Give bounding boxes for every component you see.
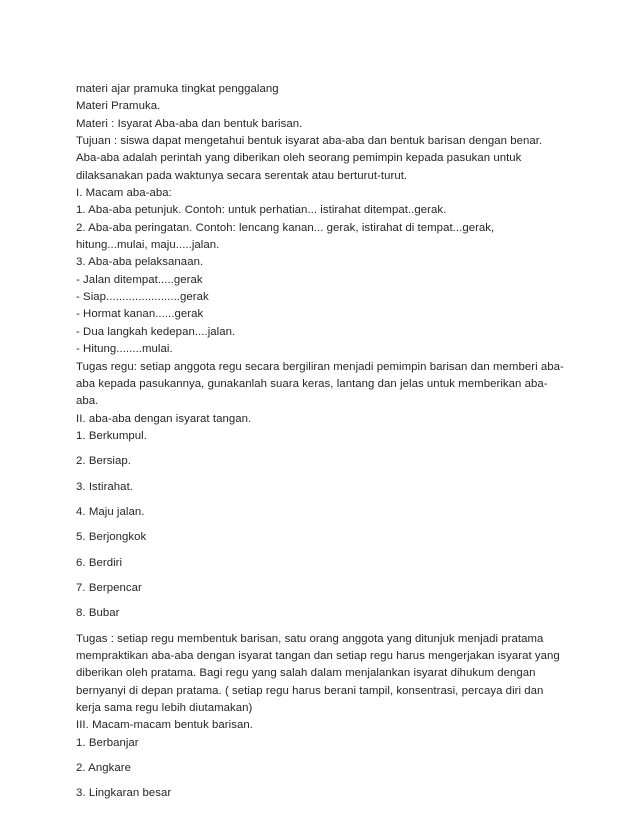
list-item: 4. Maju jalan. [76,505,145,518]
list-item: 2. Angkare [76,762,131,775]
list-item: - Hormat kanan......gerak [76,308,204,321]
list-item: - Dua langkah kedepan....jalan. [76,325,236,338]
text-line: 3. Aba-aba pelaksanaan. [76,256,204,269]
list-item: 2. Bersiap. [76,455,132,468]
text-line: Materi : Isyarat Aba-aba dan bentuk barisan. [76,117,303,130]
document-body [76,81,576,803]
text-line: Tujuan : siswa dapat mengetahui bentuk isyarat aba-aba dan bentuk barisan dengan benar. [76,135,543,148]
list-item: - Jalan ditempat.....gerak [76,273,203,286]
list-item: 6. Berdiri [76,556,123,569]
list-item: 8. Bubar [76,607,120,620]
text-line: Aba-aba adalah perintah yang diberikan oleh seorang pemimpin kepada pasukan untuk [76,152,522,165]
list-item: - Hitung........mulai. [76,343,173,356]
list-item: 3. Lingkaran besar [76,787,172,800]
text-line: hitung...mulai, maju.....jalan. [76,239,220,252]
list-item: 1. Berbanjar [76,736,139,749]
text-line: 1. Aba-aba petunjuk. Contoh: untuk perhatian... istirahat ditempat..gerak. [76,204,447,217]
text-line: diberikan oleh pratama. Bagi regu yang salah dalam menjalankan isyarat dihukum dengan [76,667,536,680]
list-item: - Siap.......................gerak [76,291,209,304]
list-item: 7. Berpencar [76,581,142,594]
text-line: 2. Aba-aba peringatan. Contoh: lencang kanan... gerak, istirahat di tempat...gerak, [76,221,495,234]
text-line: Tugas : setiap regu membentuk barisan, satu orang anggota yang ditunjuk menjadi pratama [76,632,544,645]
text-line: Tugas regu: setiap anggota regu secara bergiliran menjadi pemimpin barisan dan memberi aba- [76,360,564,373]
section-heading: II. aba-aba dengan isyarat tangan. [76,412,252,425]
section-heading: III. Macam-macam bentuk barisan. [76,719,253,732]
list-item: 3. Istirahat. [76,480,133,493]
text-line: dilaksanakan pada waktunya secara serentak atau berturut-turut. [76,169,408,182]
text-line: aba kepada pasukannya, gunakanlah suara keras, lantang dan jelas untuk memberikan aba- [76,377,548,390]
text-line: Materi Pramuka. [76,100,161,113]
list-item: 5. Berjongkok [76,531,147,544]
text-line: mempraktikan aba-aba dengan isyarat tangan dan setiap regu harus mengerjakan isyarat yang [76,649,560,662]
text-line: aba. [76,395,99,408]
list-item: 1. Berkumpul. [76,429,147,442]
text-line: kerja sama regu lebih diutamakan) [76,702,253,714]
text-line: bernyanyi di depan pratama. ( setiap regu harus berani tampil, konsentrasi, percaya diri dan [76,684,544,697]
section-heading: I. Macam aba-aba: [76,187,172,200]
document-title-line: materi ajar pramuka tingkat penggalang [76,83,279,95]
